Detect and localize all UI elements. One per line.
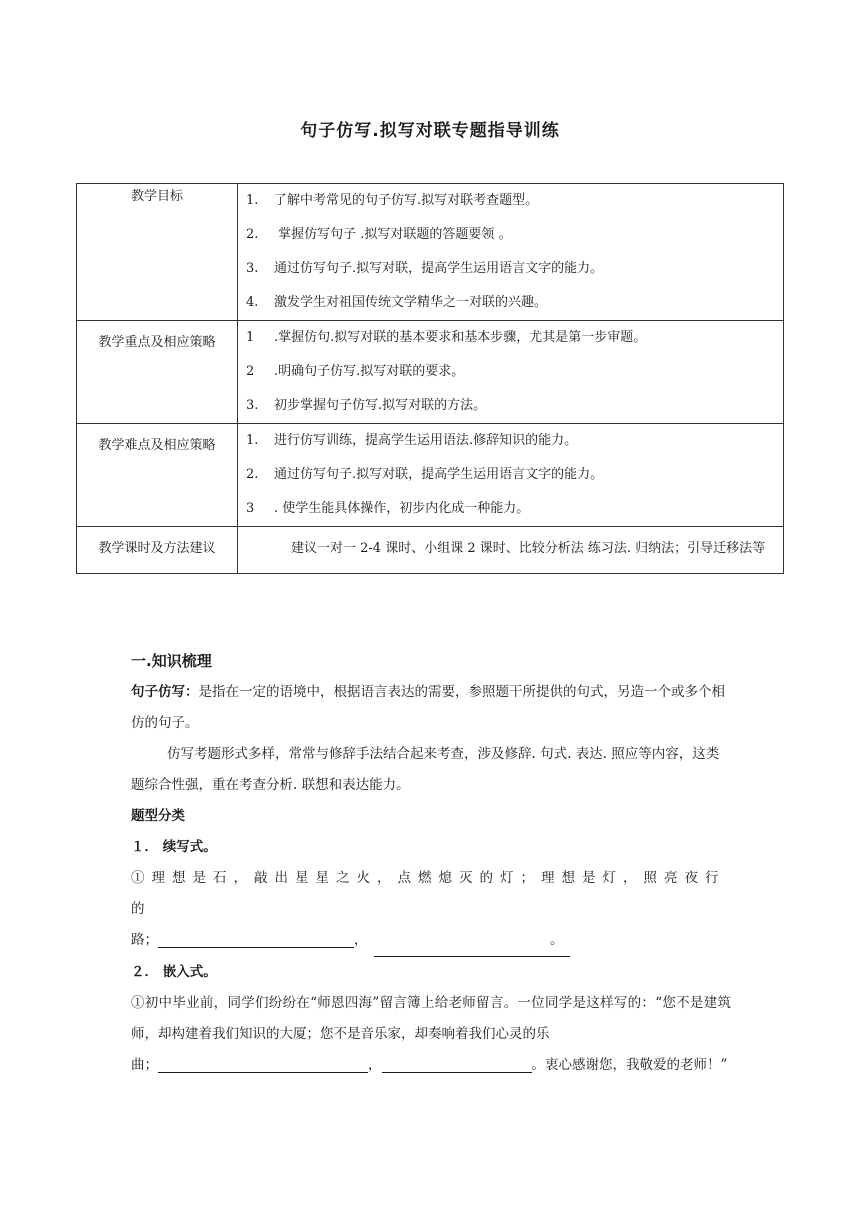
item-text: 通过仿写句子.拟写对联，提高学生运用语言文字的能力。 (274, 467, 604, 482)
method-suggestion: 建议一对一 2-4 课时、小组课 2 课时、比较分析法 练习法. 归纳法；引导迁移法等 (291, 541, 766, 556)
document-title: 句子仿写.拟写对联专题指导训练 (300, 121, 560, 141)
type1-end: 。 (374, 925, 570, 957)
list-item (246, 424, 775, 458)
row-content-methods (238, 527, 784, 574)
item-text: 了解中考常见的句子仿写.拟写对联考查题型。 (274, 193, 539, 208)
type1-text: 路； (131, 932, 158, 948)
list-item (246, 492, 775, 526)
section-heading: 一.知识梳理 (131, 652, 212, 670)
table-row-difficulties (77, 424, 784, 527)
table-row-methods (77, 527, 784, 574)
type2-end: 。衷心感谢您，我敬爱的老师！” (531, 1057, 728, 1073)
list-item (246, 321, 775, 355)
item-text: .明确句子仿写.拟写对联的要求。 (274, 364, 465, 379)
teaching-plan-table (76, 183, 784, 574)
item-number: 1. (246, 433, 259, 448)
type2-heading: ２． 嵌入式。 (131, 964, 217, 980)
answer-blank[interactable] (158, 931, 354, 948)
answer-blank[interactable] (382, 1056, 532, 1073)
definition-paragraph (131, 677, 731, 739)
row-label-goals: 教学目标 (77, 184, 238, 321)
row-content-difficulties (238, 424, 784, 527)
type1-example-line2 (131, 925, 731, 957)
list-item (246, 286, 775, 320)
item-number: 3. (246, 261, 259, 276)
item-number: 2. (246, 227, 259, 242)
item-text: .掌握仿句.拟写对联的基本要求和基本步骤，尤其是第一步审题。 (274, 330, 647, 345)
item-number: 1 (246, 330, 255, 345)
type1-example-line1: ①理想是石，敲出星星之火，点燃熄灭的灯；理想是灯，照亮夜行的 (131, 870, 726, 917)
item-text: 激发学生对祖国传统文学精华之一对联的兴趣。 (274, 295, 548, 310)
explanation-paragraph: 仿写考题形式多样，常常与修辞手法结合起来考查，涉及修辞. 句式. 表达. 照应等内容，这类题综合性强，重在考查分析. 联想和表达能力。 (131, 746, 720, 793)
row-content-goals (238, 184, 784, 321)
type1-heading: １． 续写式。 (131, 839, 217, 855)
item-number: 2. (246, 467, 259, 482)
subheading-question-types: 题型分类 (131, 808, 185, 824)
table-row-goals (77, 184, 784, 321)
type2-text: 曲； (131, 1057, 158, 1073)
item-text: 初步掌握句子仿写.拟写对联的方法。 (274, 398, 487, 413)
row-content-key-points (238, 321, 784, 424)
list-item (246, 389, 775, 423)
table-row-key-points (77, 321, 784, 424)
row-label-key-points: 教学重点及相应策略 (77, 321, 238, 424)
answer-blank[interactable] (158, 1056, 368, 1073)
item-text: 掌握仿写句子 .拟写对联题的答题要领 。 (274, 227, 512, 242)
row-label-difficulties: 教学难点及相应策略 (77, 424, 238, 527)
list-item (246, 184, 775, 218)
definition-term: 句子仿写： (131, 684, 199, 700)
item-text: 通过仿写句子.拟写对联，提高学生运用语言文字的能力。 (274, 261, 604, 276)
list-item (246, 355, 775, 389)
type1-comma: ， (354, 932, 368, 948)
definition-text: 是指在一定的语境中，根据语言表达的需要，参照题干所提供的句式，另造一个或多个相仿的句子。 (131, 684, 725, 731)
type2-example-line-last (131, 1050, 731, 1081)
item-number: 3. (246, 398, 259, 413)
item-number: 4. (246, 295, 259, 310)
item-text: 进行仿写训练，提高学生运用语法.修辞知识的能力。 (274, 433, 578, 448)
item-number: 1. (246, 193, 259, 208)
row-label-methods: 教学课时及方法建议 (77, 527, 238, 574)
list-item (246, 458, 775, 492)
list-item (246, 252, 775, 286)
list-item (246, 218, 775, 252)
type2-example-text: ①初中毕业前，同学们纷纷在“师恩四海”留言簿上给老师留言。一位同学是这样写的：“您不是建筑师，却构建着我们知识的大厦；您不是音乐家，却奏响着我们心灵的乐 (131, 995, 731, 1042)
body-content (131, 646, 731, 1081)
type2-comma: ， (368, 1057, 382, 1073)
item-number: 3 (246, 501, 255, 516)
item-number: 2 (246, 364, 255, 379)
item-text: . 使学生能具体操作，初步内化成一种能力。 (274, 501, 530, 516)
